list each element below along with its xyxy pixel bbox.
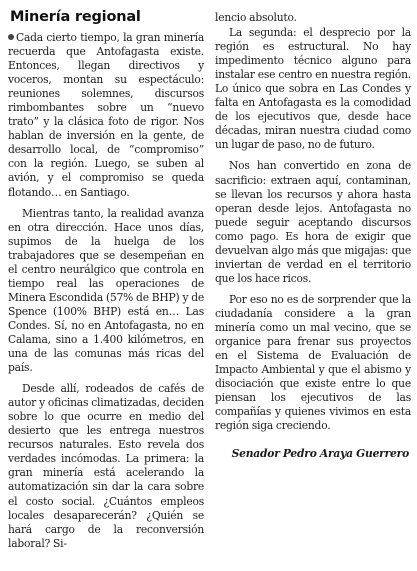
paragraph-4: La segunda: el desprecio por la región es estructural. No hay impedimento técnico alguno para instalar ese centro en nuestra región. Lo único que sobra en Las Condes y falta en Antofagasta es la comodidad de los ejecutivos que, desde hace décadas, miran nuestra ciudad como un lugar de paso, no de futuro. [215,26,411,152]
paragraph-3-continuation: lencio absoluto. [215,11,297,24]
left-column [8,31,204,551]
paragraph-1-text: Cada cierto tiempo, la gran minería recuerda que Antofagasta existe. Entonces, llegan directivos y voceros, montan su espectáculo: reuniones solemnes, discursos rimbombantes sobre un “nuevo trato” y la clásica foto de rigor. Nos hablan de inversión en la gente, de desarrollo local, de “compromiso” con la región. Luego, se suben al avión, y el compromiso se queda flotando… en Santiago. [8,31,204,199]
paragraph-3: Desde allí, rodeados de cafés de autor y oficinas climatizadas, deciden sobre lo que ocurre en medio del desierto que les entrega nuestros recursos naturales. Esto revela dos verdades incómodas. La primera: la gran minería está acelerando la automatización sin dar la cara sobre el costo social. ¿Cuántos empleos locales desaparecerán? ¿Quién se hará cargo de la reconversión laboral? Si- [8,382,204,550]
paragraph-1 [8,31,204,200]
paragraph-2: Mientras tanto, la realidad avanza en otra dirección. Hace unos días, supimos de la huelga de los trabajadores que se desempeñan en el centro neurálgico que controla en tiempo real las operaciones de Minera Escondida (57% de BHP) y de Spence (100% BHP) está en… Las Condes. Sí, no en Antofagasta, no en Calama, sino a 1.400 kilómetros, en una de las comunas más ricas del país. [8,206,204,375]
right-column [215,11,411,461]
paragraph-6: Por eso no es de sorprender que la ciudadanía considere a la gran minería como un mal vecino, que se organice para frenar sus proyectos en el Sistema de Evaluación de Impacto Ambiental y que el abismo y disociación que existe entre lo que piensan los ejecutivos de las compañías y quienes vivimos en esta región siga creciendo. [215,292,411,433]
bullet-icon [8,34,14,40]
author-signature: Senador Pedro Araya Guerrero [231,447,409,461]
paragraph-5: Nos han convertido en zona de sacrificio: extraen aquí, contaminan, se llevan los recursos y ahora hasta operan desde lejos. Antofagasta no puede seguir aceptando discursos como pago. Es hora de exigir que devuelvan algo más que migajas: que inviertan de verdad en el territorio que los hace ricos. [215,159,411,285]
headline: Minería regional [10,9,141,25]
